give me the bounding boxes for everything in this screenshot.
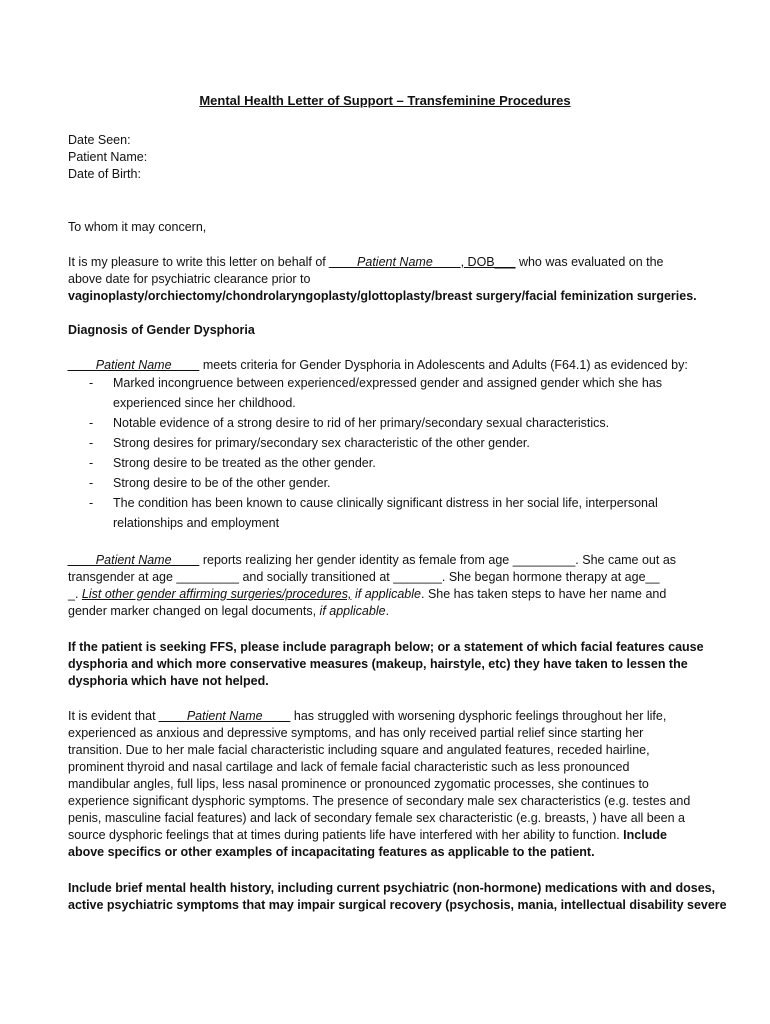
bullet-dash: - (89, 376, 94, 390)
ffs-paragraph-line: experienced as anxious and depressive symptoms, and has only received partial relief since starting her (68, 726, 644, 740)
bullet-item: Strong desires for primary/secondary sex characteristic of the other gender. (113, 436, 530, 450)
intro-line-3: vaginoplasty/orchiectomy/chondrolaryngoplasty/glottoplasty/breast surgery/facial feminization surgeries. (68, 289, 697, 303)
patient-name-blank: ____Patient Name____ (68, 553, 200, 567)
other-surgeries-placeholder: List other gender affirming surgeries/procedures, (81, 587, 352, 601)
ffs-note-line: If the patient is seeking FFS, please include paragraph below; or a statement of which facial features cause (68, 640, 704, 654)
bullet-dash: - (89, 416, 94, 430)
patient-name-blank: ____Patient Name____ (68, 358, 200, 372)
ffs-paragraph-line: experience significant dysphoric symptoms. The presence of secondary male sex characteristics (e.g. testes and (68, 794, 691, 808)
bullet-item-continued: experienced since her childhood. (113, 396, 296, 410)
mental-health-note-line: active psychiatric symptoms that may impair surgical recovery (psychosis, mania, intellectual disability severe (68, 898, 727, 912)
patient-name-blank: ____Patient Name____ (329, 255, 461, 269)
ffs-paragraph-line-8: source dysphoric feelings that at times during patients life have interfered with her ability to function. Include (68, 828, 667, 842)
date-of-birth-label: Date of Birth: (68, 167, 141, 181)
ffs-paragraph-line: transition. Due to her male facial characteristic including square and angulated features, receded hairline, (68, 743, 650, 757)
diagnosis-heading: Diagnosis of Gender Dysphoria (68, 323, 255, 337)
ffs-paragraph-line-9: above specifics or other examples of incapacitating features as applicable to the patient. (68, 845, 595, 859)
page-title: Mental Health Letter of Support – Transfeminine Procedures (199, 93, 571, 108)
history-line-1: ____Patient Name____ reports realizing her gender identity as female from age _________. She came out as (68, 553, 677, 567)
ffs-paragraph-line: prominent thyroid and nasal cartilage and lack of female facial characteristic such as less pronounced (68, 760, 630, 774)
patient-name-blank: ____Patient Name____ (159, 709, 291, 723)
ffs-paragraph-line: mandibular angles, full lips, less nasal prominence or pronounced zygomatic processes, she continues to (68, 777, 649, 791)
bullet-dash: - (89, 456, 94, 470)
intro-line-1: It is my pleasure to write this letter on behalf of ____Patient Name____, DOB___ who was evaluated on the (68, 255, 664, 269)
dob-blank: , DOB___ (460, 255, 516, 269)
diagnosis-lead: ____Patient Name____ meets criteria for Gender Dysphoria in Adolescents and Adults (F64.1) as evidenced by: (68, 358, 688, 372)
history-line-2: transgender at age _________ and socially transitioned at _______. She began hormone therapy at age__ (68, 570, 660, 584)
bullet-item: Marked incongruence between experienced/expressed gender and assigned gender which she has (113, 376, 662, 390)
ffs-paragraph-line-1: It is evident that ____Patient Name____ has struggled with worsening dysphoric feelings throughout her life, (68, 709, 667, 723)
ffs-paragraph-line: penis, masculine facial features) and lack of secondary female sex characteristic (e.g. breasts, ) have all been a (68, 811, 685, 825)
bullet-item: Strong desire to be of the other gender. (113, 476, 331, 490)
bullet-dash: - (89, 496, 94, 510)
intro-line-2: above date for psychiatric clearance prior to (68, 272, 311, 286)
date-seen-label: Date Seen: (68, 133, 131, 147)
bullet-dash: - (89, 476, 94, 490)
history-line-4: gender marker changed on legal documents, if applicable. (68, 604, 390, 618)
history-line-3: _. List other gender affirming surgeries/procedures, if applicable. She has taken steps to have her name and (68, 587, 667, 601)
bullet-dash: - (89, 436, 94, 450)
bullet-item-continued: relationships and employment (113, 516, 280, 530)
ffs-note-line: dysphoria and which more conservative measures (makeup, hairstyle, etc) they have taken to lessen the (68, 657, 688, 671)
bullet-item: Notable evidence of a strong desire to rid of her primary/secondary sexual characteristics. (113, 416, 610, 430)
mental-health-note-line: Include brief mental health history, including current psychiatric (non-hormone) medications with and doses, (68, 881, 716, 895)
bullet-item: Strong desire to be treated as the other gender. (113, 456, 376, 470)
ffs-note-line: dysphoria which have not helped. (68, 674, 269, 688)
salutation: To whom it may concern, (68, 220, 207, 234)
patient-name-label: Patient Name: (68, 150, 148, 164)
bullet-item: The condition has been known to cause clinically significant distress in her social life, interpersonal (113, 496, 658, 510)
